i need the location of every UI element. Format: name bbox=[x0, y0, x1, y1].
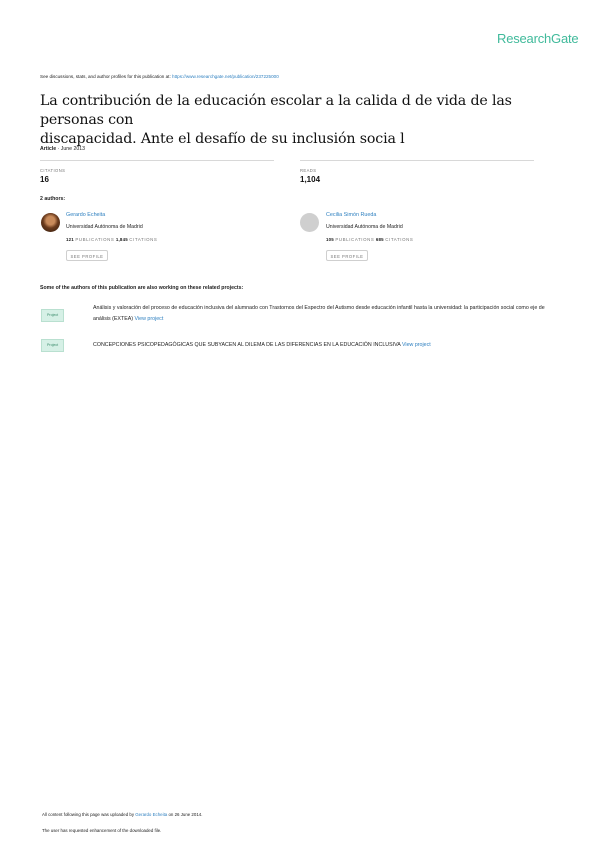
view-project-link[interactable]: View project bbox=[401, 342, 431, 348]
researchgate-logo[interactable]: ResearchGate bbox=[497, 31, 579, 46]
uploader-link[interactable]: Gerardo Echeita bbox=[135, 812, 168, 817]
project-title: CONCEPCIONES PSICOPEDAGÓGICAS QUE SUBYACEN AL DILEMA DE LAS DIFERENCIAS EN LA EDUCACIÓN INCLUSIVA bbox=[93, 342, 401, 348]
reads-value: 1,104 bbox=[300, 175, 321, 184]
related-projects-heading: Some of the authors of this publication are also working on these related projects: bbox=[40, 285, 244, 291]
see-discussions-line bbox=[40, 74, 279, 79]
project-icon[interactable]: Project bbox=[41, 339, 64, 352]
author-citations-count: 685 bbox=[375, 237, 384, 242]
author-affiliation: Universidad Autónoma de Madrid bbox=[66, 224, 143, 230]
publications-label: PUBLICATIONS bbox=[75, 237, 115, 242]
citations-label: CITATIONS bbox=[40, 168, 66, 173]
view-project-link[interactable]: View project bbox=[134, 316, 164, 322]
see-profile-button[interactable]: SEE PROFILE bbox=[326, 250, 368, 261]
author-name-link[interactable]: Cecilia Simón Rueda bbox=[326, 212, 377, 218]
citations-label: CITATIONS bbox=[385, 237, 414, 242]
publication-url-link[interactable]: https://www.researchgate.net/publication/237225000 bbox=[172, 74, 279, 79]
footer-upload-note bbox=[42, 812, 202, 817]
author-publications-count: 121 bbox=[66, 237, 74, 242]
citations-value: 16 bbox=[40, 175, 49, 184]
paper-title bbox=[40, 92, 570, 149]
paper-title-line-2: discapacidad. Ante el desafío de su inclusión socia l bbox=[40, 131, 405, 147]
article-type: Article bbox=[40, 146, 57, 152]
citations-label: CITATIONS bbox=[129, 237, 158, 242]
author-publications-count: 105 bbox=[326, 237, 334, 242]
author-avatar[interactable] bbox=[41, 213, 60, 232]
author-stats bbox=[66, 237, 157, 242]
see-profile-button[interactable]: SEE PROFILE bbox=[66, 250, 108, 261]
footer-upload-text: All content following this page was uploaded by bbox=[42, 812, 135, 817]
paper-title-line-1: La contribución de la educación escolar a la calida d de vida de las personas con bbox=[40, 93, 512, 128]
project-item bbox=[93, 303, 553, 325]
author-stats bbox=[326, 237, 413, 242]
authors-heading: 2 authors: bbox=[40, 196, 66, 202]
see-line-text: See discussions, stats, and author profiles for this publication at: bbox=[40, 74, 171, 79]
project-title: Análisis y valoración del proceso de educación inclusiva del alumnado con Trastornos del Espectro del Autismo desde educación infantil hasta la universidad: la participación social como eje de análisis (EXTEA) bbox=[93, 305, 545, 322]
citations-divider bbox=[40, 160, 274, 161]
author-citations-count: 1,845 bbox=[115, 237, 128, 242]
footer-enhancement-note: The user has requested enhancement of the downloaded file. bbox=[42, 828, 162, 833]
article-meta bbox=[40, 146, 85, 152]
article-date: · June 2013 bbox=[56, 146, 85, 152]
footer-upload-date: on 26 June 2014. bbox=[168, 812, 203, 817]
project-icon[interactable]: Project bbox=[41, 309, 64, 322]
reads-label: READS bbox=[300, 168, 317, 173]
author-name-link[interactable]: Gerardo Echeita bbox=[66, 212, 106, 218]
author-affiliation: Universidad Autónoma de Madrid bbox=[326, 224, 403, 230]
author-avatar-placeholder[interactable] bbox=[300, 213, 319, 232]
publications-label: PUBLICATIONS bbox=[335, 237, 375, 242]
reads-divider bbox=[300, 160, 534, 161]
project-item bbox=[93, 340, 563, 351]
